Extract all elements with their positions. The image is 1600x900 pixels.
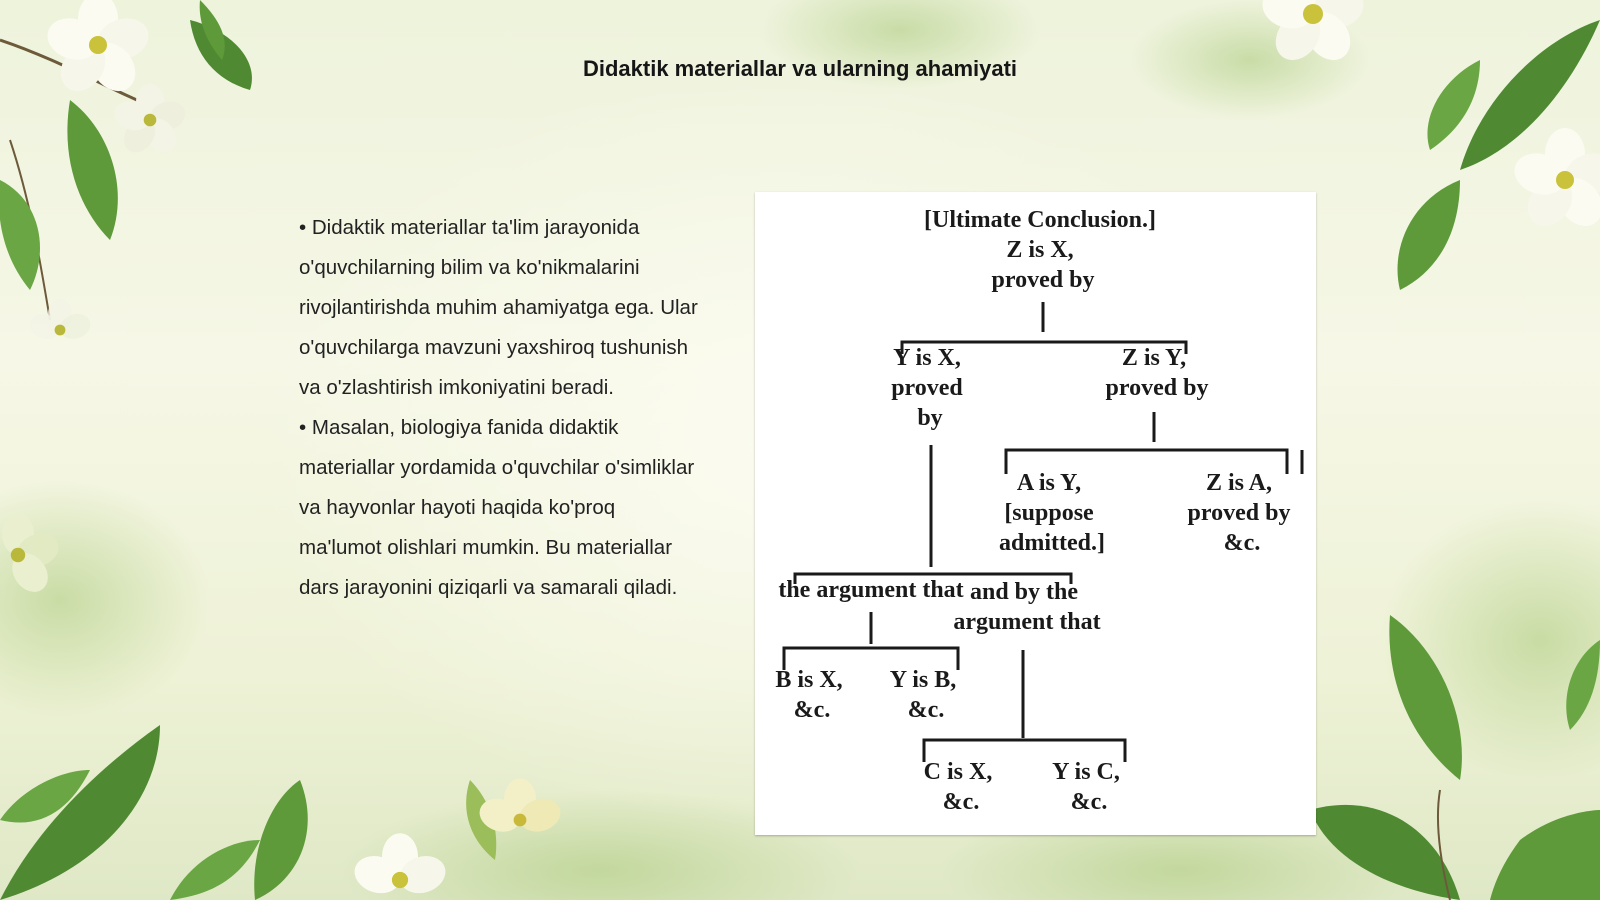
node-b-is-x: B is X, &c. <box>775 667 843 723</box>
node-y-is-b: Y is B, &c. <box>889 667 957 723</box>
node-z-is-a: Z is A, proved by &c. <box>1187 470 1291 556</box>
bullet-item: • Didaktik materiallar ta'lim jarayonida o'quvchilarning bilim va ko'nikmalarini rivojlantirishda muhim ahamiyatga ega. Ular o'quvchilarga mavzuni yaxshiroq tushunish va o'zlashtirish imkoniyatini beradi. <box>299 216 698 399</box>
node-ultimate-conclusion: [Ultimate Conclusion.] Z is X, proved by <box>924 207 1156 293</box>
bullet-list <box>299 208 699 608</box>
node-z-is-y: Z is Y, proved by <box>1105 345 1209 401</box>
argument-tree-diagram <box>755 192 1316 835</box>
node-argument-that: the argument that <box>778 577 964 603</box>
node-a-is-y: A is Y, [suppose admitted.] <box>999 470 1105 556</box>
node-y-is-x: Y is X, proved by <box>891 345 963 431</box>
node-and-by-argument: and by the argument that <box>953 579 1101 635</box>
bullet-item: • Masalan, biologiya fanida didaktik materiallar yordamida o'quvchilar o'simliklar va hayvonlar hayoti haqida ko'proq ma'lumot olishlari mumkin. Bu materiallar dars jarayonini qiziqarli va samarali qiladi. <box>299 416 695 599</box>
node-y-is-c: Y is C, &c. <box>1052 759 1120 815</box>
node-c-is-x: C is X, &c. <box>923 759 993 815</box>
slide-title: Didaktik materiallar va ularning ahamiyati <box>582 56 1018 81</box>
